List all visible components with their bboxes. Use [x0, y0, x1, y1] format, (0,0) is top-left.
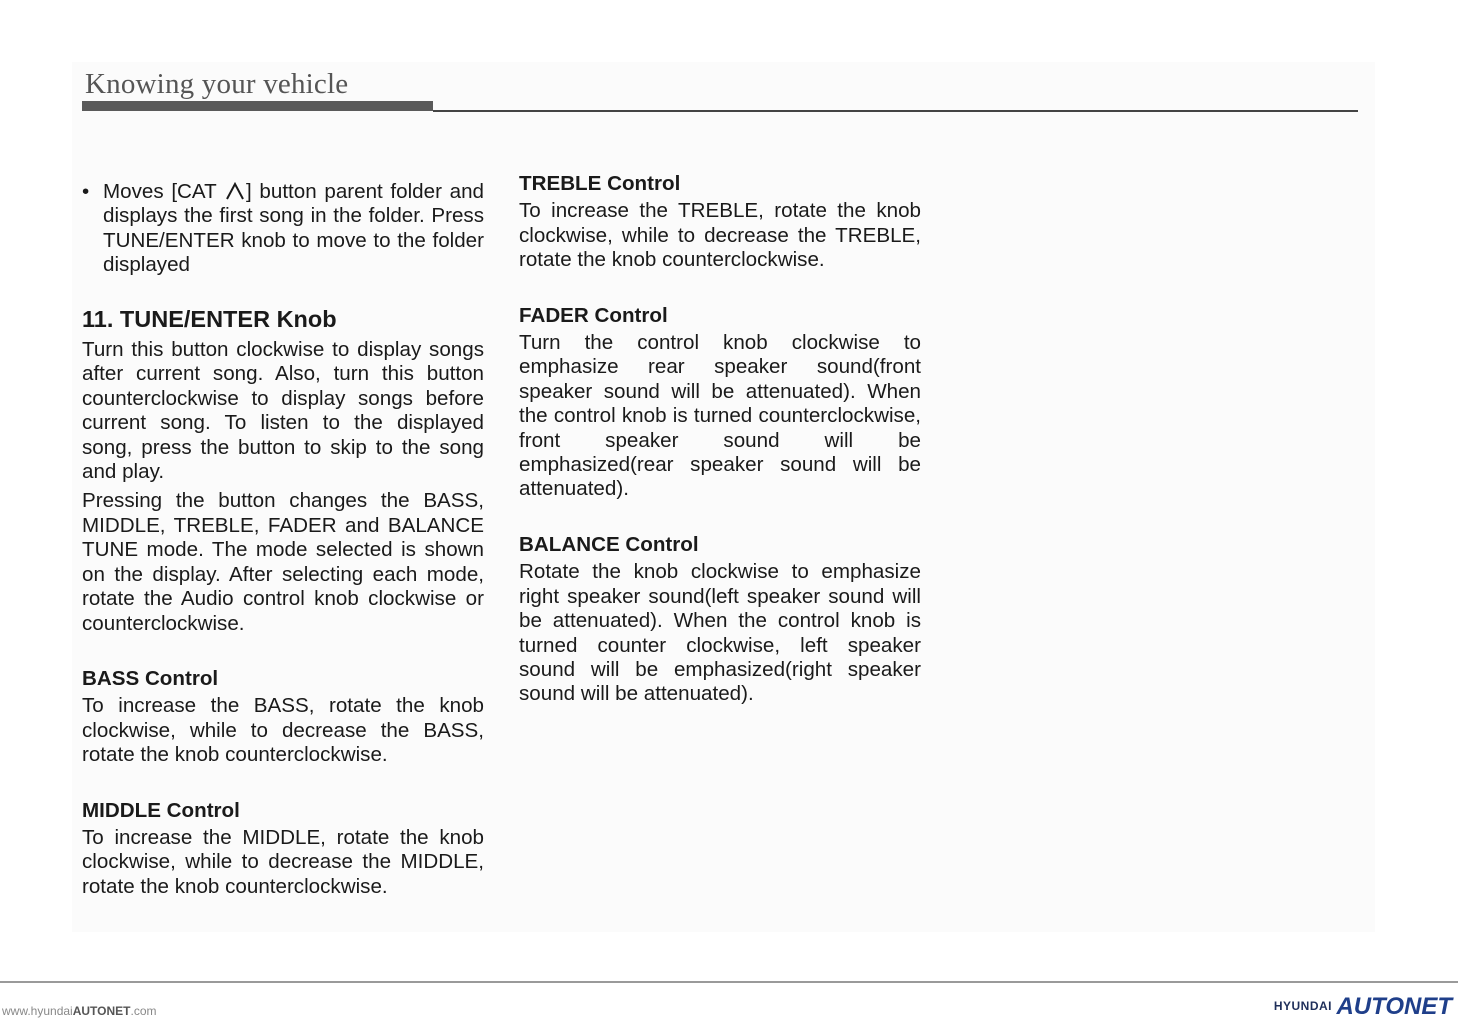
header-rule — [433, 110, 1358, 112]
footer-brand-text: HYUNDAI — [1273, 999, 1332, 1013]
middle-control-text: To increase the MIDDLE, rotate the knob clockwise, while to decrease the MIDDLE, rotate the knob counterclockwise. — [82, 825, 484, 898]
footer-website-suffix: .com — [130, 1004, 157, 1018]
footer-website-prefix: www.hyundai — [2, 1004, 73, 1018]
fader-control-heading: FADER Control — [519, 303, 668, 327]
tune-enter-paragraph-2: Pressing the button changes the BASS, MIDDLE, TREBLE, FADER and BALANCE TUNE mode. The mode selected is shown on the display. After selecting each mode, rotate the Audio control knob clockwise or counterclockwise. — [82, 489, 484, 635]
bullet-item — [82, 180, 484, 278]
fader-control-text: Turn the control knob clockwise to emphasize rear speaker sound(front speaker sound will be attenuated). When the control knob is turned counterclockwise, front speaker sound will be emphasized(rear speaker sound will be attenuated). — [519, 331, 921, 501]
header-bar — [82, 101, 433, 111]
footer-rule — [0, 981, 1458, 983]
balance-control-text: Rotate the knob clockwise to emphasize right speaker sound(left speaker sound will be attenuated). When the control knob is turned counter clockwise, left speaker sound will be emphasized(right speaker sound will be attenuated). — [519, 560, 921, 706]
section-title: Knowing your vehicle — [85, 68, 349, 100]
left-column — [82, 180, 484, 899]
bass-control-text: To increase the BASS, rotate the knob clockwise, while to decrease the BASS, rotate the knob counterclockwise. — [82, 694, 484, 767]
bullet-text-before: Moves [CAT — [103, 180, 217, 203]
bass-control-heading: BASS Control — [82, 666, 219, 690]
middle-control-heading: MIDDLE Control — [82, 798, 240, 822]
tune-enter-paragraph-1: Turn this button clockwise to display songs after current song. Also, turn this button counterclockwise to display songs before current song. To listen to the displayed song, press the button to skip to the song and play. — [82, 338, 484, 484]
bullet-mark: • — [82, 180, 90, 203]
bullet-text-after: ] button parent folder and displays the first song in the folder. Press TUNE/ENTER knob to move to the folder displayed — [103, 180, 484, 277]
treble-control-heading: TREBLE Control — [519, 172, 681, 195]
caret-up-icon — [224, 181, 246, 201]
footer-website[interactable] — [2, 1004, 157, 1018]
balance-control-heading: BALANCE Control — [519, 532, 699, 556]
right-column — [519, 172, 921, 707]
treble-control-text: To increase the TREBLE, rotate the knob clockwise, while to decrease the TREBLE, rotate the knob counterclockwise. — [519, 199, 921, 272]
footer-website-brand: AUTONET — [72, 1004, 131, 1018]
tune-enter-heading: 11. TUNE/ENTER Knob — [82, 305, 337, 332]
autonet-logo: AUTONET — [1336, 993, 1452, 1020]
footer-logo — [1274, 993, 1452, 1021]
